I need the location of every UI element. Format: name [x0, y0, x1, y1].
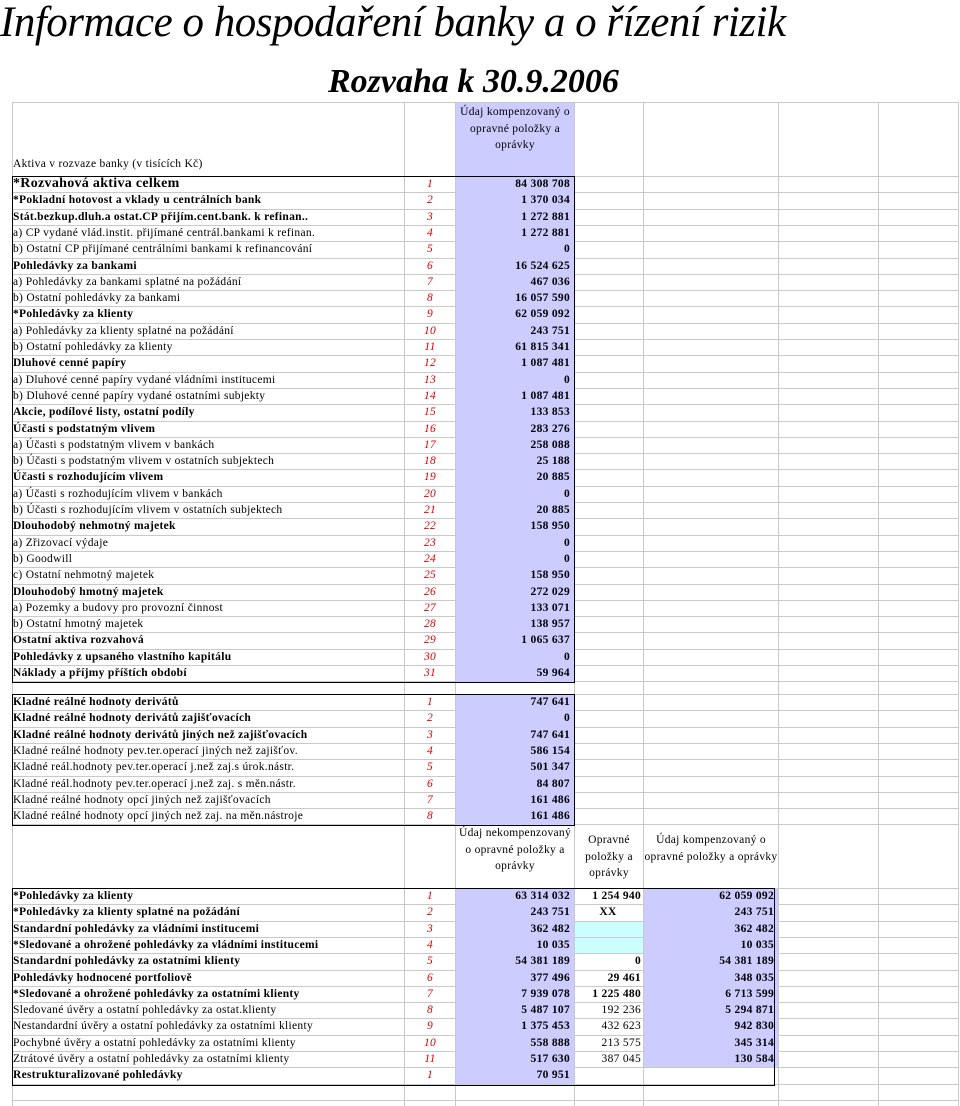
- asset-row-row-number: 19: [423, 471, 437, 484]
- asset-row-value: 133 071: [530, 601, 570, 614]
- asset-row-label: a) Pohledávky za bankami splatné na požádání: [13, 275, 242, 288]
- receivable-row-label: Sledované úvěry a ostatní pohledávky za ostat.klienty: [13, 1004, 277, 1017]
- asset-row-row-number: 31: [423, 667, 437, 679]
- balance-sheet-subtitle: Rozvaha k 30.9.2006: [328, 63, 619, 100]
- derivative-row-row-number: 4: [426, 744, 434, 757]
- receivable-row-v2: 432 623: [601, 1020, 641, 1033]
- asset-row-row-number: 17: [423, 438, 437, 451]
- asset-row-row-number: 6: [426, 259, 434, 272]
- receivable-row-label: Pohledávky hodnocené portfoliově: [13, 971, 192, 984]
- receivable-row-v3: 348 035: [734, 971, 774, 984]
- receivable-row-row-number: 2: [426, 906, 434, 919]
- asset-row-label: Dlouhodobý nehmotný majetek: [13, 520, 176, 533]
- receivable-row-row-number: 9: [426, 1020, 434, 1033]
- derivative-row-row-number: 1: [426, 696, 434, 708]
- receivable-row-v2: 192 236: [601, 1004, 641, 1017]
- asset-row-value: 1 087 481: [521, 389, 570, 402]
- receivable-row-v2: 0: [634, 955, 641, 968]
- asset-row-row-number: 20: [423, 487, 437, 500]
- derivative-row-row-number: 2: [426, 712, 434, 725]
- asset-row-value: 1 272 881: [521, 210, 570, 223]
- asset-row-label: Pohledávky z upsaného vlastního kapitálu: [13, 650, 232, 663]
- asset-row-label: Pohledávky za bankami: [13, 259, 137, 272]
- asset-row-label: b) Dluhové cenné papíry vydané ostatními subjekty: [13, 389, 266, 402]
- asset-row-value: 258 088: [530, 438, 570, 451]
- asset-row-row-number: 8: [426, 292, 434, 305]
- receivable-row-v3: 362 482: [734, 922, 774, 935]
- asset-row-label: Účasti s podstatným vlivem: [13, 422, 156, 435]
- asset-row-row-number: 16: [423, 422, 437, 435]
- asset-row-value: 84 308 708: [515, 178, 570, 190]
- receivable-row-v2: 1 254 940: [592, 890, 641, 902]
- receivable-row-v3: 243 751: [734, 906, 774, 919]
- asset-row-value: 61 815 341: [515, 341, 570, 353]
- asset-row-row-number: 1: [426, 178, 434, 190]
- derivative-row-label: Kladné reál.hodnoty pev.ter.operací j.než zaj. s měn.nástr.: [13, 777, 296, 790]
- receivable-row-v1: 63 314 032: [515, 890, 570, 902]
- asset-row-label: *Pokladní hotovost a vklady u centrálních bank: [13, 194, 262, 207]
- asset-row-label: a) Účasti s rozhodujícím vlivem v bankách: [13, 487, 223, 500]
- receivables-header-3: Údaj kompenzovaný o opravné položky a oprávky: [644, 834, 778, 863]
- derivative-row-value: 161 486: [530, 810, 570, 823]
- asset-row-row-number: 5: [426, 243, 434, 256]
- receivable-row-label: *Pohledávky za klienty: [13, 890, 134, 902]
- receivable-row-v1: 70 951: [536, 1069, 570, 1082]
- receivable-row-row-number: 11: [424, 1053, 436, 1065]
- receivable-row-label: *Sledované a ohrožené pohledávky za vládními institucemi: [13, 938, 319, 951]
- asset-row-row-number: 24: [423, 552, 437, 565]
- receivable-row-v1: 7 939 078: [521, 987, 570, 1000]
- asset-row-row-number: 9: [426, 308, 434, 321]
- derivative-row-value: 586 154: [530, 744, 570, 757]
- asset-row-value: 0: [563, 243, 570, 256]
- asset-row-value: 20 885: [536, 504, 570, 516]
- asset-row-label: a) CP vydané vlád.instit. přijímané centrál.bankami k refinan.: [13, 226, 316, 239]
- asset-row-label: a) Zřizovací výdaje: [13, 536, 109, 549]
- asset-row-value: 16 057 590: [515, 292, 570, 305]
- receivable-row-row-number: 5: [426, 955, 434, 968]
- asset-row-label: Účasti s rozhodujícím vlivem: [13, 471, 164, 484]
- asset-row-value: 0: [563, 650, 570, 663]
- receivable-row-v1: 54 381 189: [515, 955, 570, 968]
- asset-row-label: a) Účasti s podstatným vlivem v bankách: [13, 438, 215, 451]
- asset-row-row-number: 29: [423, 634, 437, 647]
- receivable-row-label: Standardní pohledávky za ostatními klienty: [13, 955, 241, 968]
- asset-row-label: c) Ostatní nehmotný majetek: [13, 569, 155, 582]
- receivable-row-v1: 10 035: [536, 938, 570, 951]
- derivative-row-row-number: 6: [426, 777, 434, 790]
- derivative-row-label: Kladné reálné hodnoty derivátů: [13, 696, 179, 708]
- asset-row-value: 243 751: [530, 324, 570, 337]
- receivable-row-v1: 243 751: [530, 906, 570, 919]
- asset-row-label: Akcie, podílové listy, ostatní podíly: [13, 406, 195, 419]
- asset-row-value: 0: [563, 536, 570, 549]
- derivative-row-label: Kladné reálné hodnoty pev.ter.operací jiných než zajišťov.: [13, 744, 298, 757]
- asset-row-value: 25 188: [536, 455, 570, 468]
- asset-row-value: 59 964: [536, 667, 570, 679]
- receivables-header-1: Údaj nekompenzovaný o opravné položky a oprávky: [458, 827, 572, 872]
- receivable-row-label: Ztrátové úvěry a ostatní pohledávky za ostatními klienty: [13, 1053, 290, 1065]
- asset-row-label: b) Ostatní hmotný majetek: [13, 618, 144, 631]
- receivable-row-v3: 54 381 189: [719, 955, 774, 968]
- derivative-row-row-number: 8: [426, 810, 434, 823]
- derivative-row-row-number: 5: [426, 761, 434, 774]
- receivable-row-label: Nestandardní úvěry a ostatní pohledávky za ostatními klienty: [13, 1020, 313, 1033]
- asset-row-value: 62 059 092: [515, 308, 570, 321]
- asset-row-label: b) Ostatní pohledávky za klienty: [13, 341, 173, 353]
- derivative-row-value: 161 486: [530, 793, 570, 806]
- asset-row-row-number: 4: [426, 226, 434, 239]
- derivative-row-label: Kladné reálné hodnoty derivátů zajišťovacích: [13, 712, 252, 725]
- asset-row-label: b) Ostatní CP přijímané centrálními bankami k refinancování: [13, 243, 313, 256]
- asset-row-label: b) Účasti s rozhodujícím vlivem v ostatních subjektech: [13, 504, 283, 516]
- asset-row-value: 0: [563, 487, 570, 500]
- receivable-row-v1: 377 496: [530, 971, 570, 984]
- receivable-row-v3: 10 035: [740, 938, 774, 951]
- asset-row-row-number: 18: [423, 455, 437, 468]
- asset-row-label: Stát.bezkup.dluh.a ostat.CP přijím.cent.bank. k refinan..: [13, 210, 309, 223]
- asset-row-label: a) Pozemky a budovy pro provozní činnost: [13, 601, 224, 614]
- receivable-row-v3: 62 059 092: [719, 890, 774, 902]
- receivable-row-label: Standardní pohledávky za vládními institucemi: [13, 922, 260, 935]
- derivative-row-row-number: 7: [426, 793, 434, 806]
- asset-row-row-number: 30: [423, 650, 437, 663]
- receivable-row-label: *Sledované a ohrožené pohledávky za ostatními klienty: [13, 987, 300, 1000]
- receivable-row-row-number: 1: [426, 1069, 434, 1082]
- asset-row-label: *Pohledávky za klienty: [13, 308, 134, 321]
- asset-row-row-number: 11: [424, 341, 436, 353]
- receivable-row-v1: 1 375 453: [521, 1020, 570, 1033]
- assets-header-label: Aktiva v rozvaze banky (v tisících Kč): [13, 158, 203, 170]
- asset-row-label: *Rozvahová aktiva celkem: [13, 176, 180, 191]
- compensated-value-header: Údaj kompenzovaný o opravné položky a oprávky: [460, 106, 570, 151]
- receivable-row-v1: 517 630: [530, 1053, 570, 1065]
- asset-row-row-number: 27: [423, 601, 437, 614]
- asset-row-value: 272 029: [530, 585, 570, 598]
- asset-row-row-number: 21: [423, 504, 437, 516]
- asset-row-row-number: 7: [426, 275, 434, 288]
- asset-row-label: Dluhové cenné papíry: [13, 357, 127, 370]
- receivable-row-v3: 5 294 871: [725, 1004, 774, 1017]
- derivative-row-label: Kladné reálné hodnoty derivátů jiných než zajišťovacích: [13, 728, 308, 741]
- receivable-row-label: *Pohledávky za klienty splatné na požádání: [13, 906, 240, 919]
- asset-row-row-number: 14: [423, 389, 437, 402]
- derivative-row-value: 747 641: [530, 728, 570, 741]
- asset-row-label: b) Goodwill: [13, 552, 73, 565]
- derivative-row-label: Kladné reálné hodnoty opcí jiných než zaj. na měn.nástroje: [13, 810, 304, 823]
- asset-row-row-number: 22: [423, 520, 437, 533]
- derivative-row-row-number: 3: [426, 728, 434, 741]
- asset-row-value: 1 370 034: [521, 194, 570, 207]
- asset-row-label: b) Účasti s podstatným vlivem v ostatních subjektech: [13, 455, 275, 468]
- asset-row-value: 283 276: [530, 422, 570, 435]
- receivable-row-v3: 345 314: [734, 1036, 774, 1049]
- asset-row-row-number: 25: [423, 569, 437, 582]
- asset-row-row-number: 3: [426, 210, 434, 223]
- asset-row-value: 1 087 481: [521, 357, 570, 370]
- receivable-row-v3: 130 584: [734, 1053, 774, 1065]
- asset-row-value: 0: [563, 552, 570, 565]
- receivable-row-v2: XX: [599, 906, 617, 919]
- asset-row-value: 1 065 637: [521, 634, 570, 647]
- derivative-row-label: Kladné reálné hodnoty opcí jiných než zajišťovacích: [13, 793, 271, 806]
- asset-row-row-number: 26: [423, 585, 437, 598]
- asset-row-label: Ostatní aktiva rozvahová: [13, 634, 144, 647]
- asset-row-label: Dlouhodobý hmotný majetek: [13, 585, 164, 598]
- asset-row-row-number: 2: [426, 194, 434, 207]
- receivable-row-row-number: 10: [423, 1036, 437, 1049]
- derivative-row-label: Kladné reál.hodnoty pev.ter.operací j.než zaj.s úrok.nástr.: [13, 761, 295, 774]
- receivable-row-label: Pochybné úvěry a ostatní pohledávky za ostatními klienty: [13, 1036, 296, 1049]
- asset-row-label: a) Pohledávky za klienty splatné na požádání: [13, 324, 234, 337]
- derivative-row-value: 501 347: [530, 761, 570, 774]
- asset-row-row-number: 12: [423, 357, 437, 370]
- page-title: Informace o hospodaření banky a o řízení rizik: [0, 0, 786, 46]
- receivable-row-v2: 387 045: [601, 1053, 641, 1065]
- derivative-row-value: 0: [563, 712, 570, 725]
- receivable-row-v2: 29 461: [607, 971, 641, 984]
- receivable-row-row-number: 3: [426, 922, 434, 935]
- asset-row-value: 138 957: [530, 618, 570, 631]
- asset-row-row-number: 13: [423, 373, 437, 386]
- asset-row-row-number: 28: [423, 618, 437, 631]
- asset-row-label: Náklady a příjmy příštích období: [13, 667, 187, 679]
- receivable-row-row-number: 6: [426, 971, 434, 984]
- asset-row-value: 133 853: [530, 406, 570, 419]
- receivables-header-2: Opravné položky a oprávky: [585, 834, 633, 879]
- receivable-row-row-number: 4: [426, 938, 434, 951]
- receivable-row-label: Restrukturalizované pohledávky: [13, 1069, 183, 1082]
- derivative-row-value: 747 641: [530, 696, 570, 708]
- receivable-row-v1: 558 888: [530, 1036, 570, 1049]
- receivable-row-row-number: 8: [426, 1004, 434, 1017]
- receivable-row-row-number: 1: [426, 890, 434, 902]
- receivable-row-v2: 213 575: [601, 1036, 641, 1049]
- asset-row-row-number: 10: [423, 324, 437, 337]
- receivable-row-v3: 942 830: [734, 1020, 774, 1033]
- asset-row-value: 467 036: [530, 275, 570, 288]
- receivable-row-row-number: 7: [426, 987, 434, 1000]
- asset-row-row-number: 23: [423, 536, 437, 549]
- asset-row-value: 20 885: [536, 471, 570, 484]
- asset-row-label: a) Dluhové cenné papíry vydané vládními institucemi: [13, 373, 276, 386]
- asset-row-value: 0: [563, 373, 570, 386]
- receivable-row-v1: 5 487 107: [521, 1004, 570, 1017]
- asset-row-value: 1 272 881: [521, 226, 570, 239]
- derivative-row-value: 84 807: [536, 777, 570, 790]
- asset-row-value: 158 950: [530, 520, 570, 533]
- receivable-row-v2: 1 225 480: [592, 987, 641, 1000]
- asset-row-label: b) Ostatní pohledávky za bankami: [13, 292, 181, 305]
- receivable-row-v1: 362 482: [530, 922, 570, 935]
- receivable-row-v3: 6 713 599: [725, 987, 774, 1000]
- asset-row-value: 158 950: [530, 569, 570, 582]
- asset-row-value: 16 524 625: [515, 259, 570, 272]
- asset-row-row-number: 15: [423, 406, 437, 419]
